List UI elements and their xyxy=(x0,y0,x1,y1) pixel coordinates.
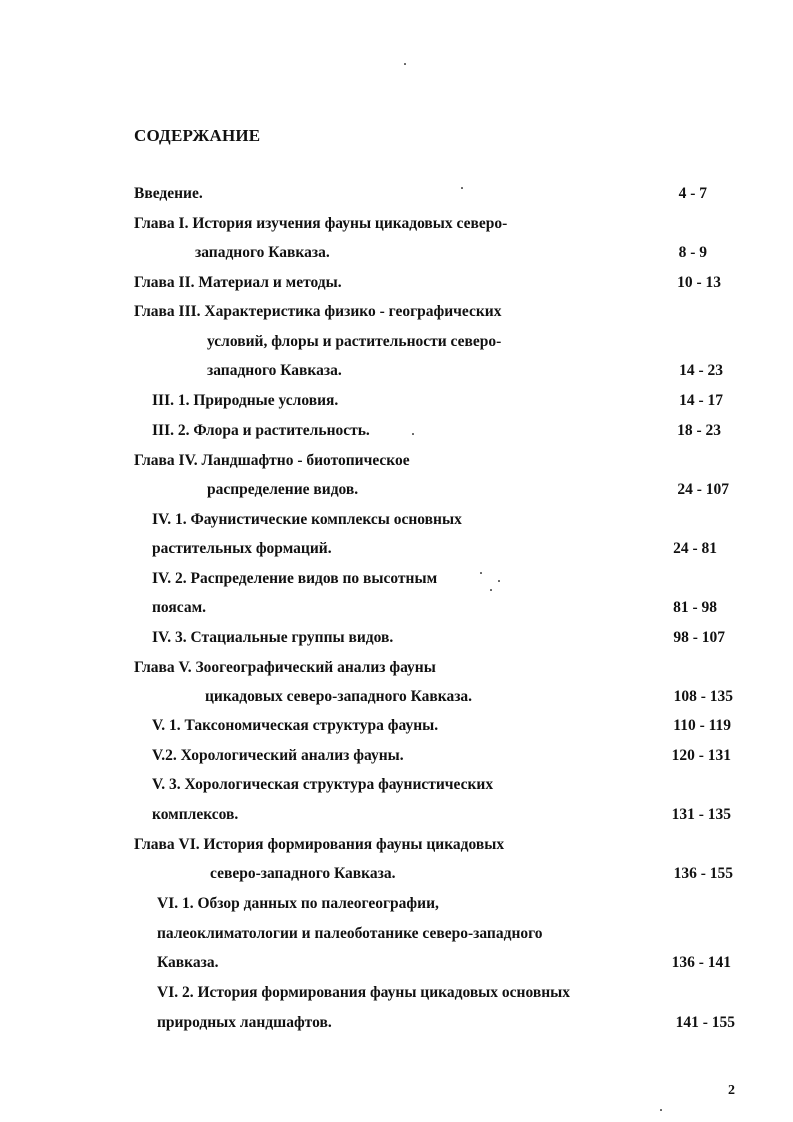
toc-entry-text: IV. 2. Распределение видов по высотным xyxy=(152,570,438,587)
toc-entry-pages: 10 - 13 xyxy=(677,274,721,291)
toc-entry-text: IV. 3. Стациальные группы видов. xyxy=(152,629,394,646)
toc-entry-pages: 98 - 107 xyxy=(673,629,725,646)
toc-entry-pages: 18 - 23 xyxy=(677,422,721,439)
toc-entry-text: III. 2. Флора и растительность. xyxy=(152,422,370,439)
toc-entry-text: палеоклиматологии и палеоботанике северо-западного xyxy=(157,925,543,942)
scan-speck xyxy=(404,63,406,65)
toc-entry-text: VI. 1. Обзор данных по палеогеографии, xyxy=(157,895,439,912)
toc-entry-text: VI. 2. История формирования фауны цикадовых основных xyxy=(157,984,570,1001)
toc-entry-text: Глава I. История изучения фауны цикадовых северо- xyxy=(134,215,508,232)
toc-entry-text: V.2. Хорологический анализ фауны. xyxy=(152,747,404,764)
scan-speck xyxy=(660,1109,662,1111)
toc-entry-pages: 4 - 7 xyxy=(678,185,707,202)
toc-entry-text: V. 1. Таксономическая структура фауны. xyxy=(152,717,439,734)
scan-speck xyxy=(412,433,414,435)
toc-entry-pages: 131 - 135 xyxy=(671,806,731,823)
toc-entry-pages: 14 - 17 xyxy=(679,392,723,409)
toc-entry-text: Глава II. Материал и методы. xyxy=(134,274,342,291)
toc-entry-pages: 141 - 155 xyxy=(675,1014,735,1031)
toc-entry-text: Кавказа. xyxy=(157,954,219,971)
toc-entry-text: растительных формаций. xyxy=(152,540,332,557)
toc-entry-pages: 136 - 141 xyxy=(671,954,731,971)
toc-entry-pages: 24 - 107 xyxy=(677,481,729,498)
toc-entry-text: Глава IV. Ландшафтно - биотопическое xyxy=(134,452,410,469)
page-title: СОДЕРЖАНИЕ xyxy=(134,126,261,145)
toc-entry-text: Глава V. Зоогеографический анализ фауны xyxy=(134,659,436,676)
toc-entry-text: природных ландшафтов. xyxy=(157,1014,332,1031)
scan-speck xyxy=(461,187,463,189)
toc-entry-text: поясам. xyxy=(152,599,207,616)
toc-entry-text: Глава VI. История формирования фауны цикадовых xyxy=(134,836,505,853)
page-number: 2 xyxy=(728,1083,735,1098)
toc-entry-pages: 24 - 81 xyxy=(673,540,717,557)
toc-entry-pages: 81 - 98 xyxy=(673,599,717,616)
toc-entry-pages: 120 - 131 xyxy=(671,747,731,764)
toc-entry-text: Глава III. Характеристика физико - географических xyxy=(134,303,502,320)
toc-entry-pages: 8 - 9 xyxy=(678,244,707,261)
toc-entry-text: цикадовых северо-западного Кавказа. xyxy=(205,688,473,705)
toc-entry-pages: 108 - 135 xyxy=(673,688,733,705)
scan-speck xyxy=(498,580,500,582)
toc-entry-text: северо-западного Кавказа. xyxy=(210,865,396,882)
toc-entry-text: IV. 1. Фаунистические комплексы основных xyxy=(152,511,462,528)
scan-speck xyxy=(480,572,482,574)
toc-entry-pages: 110 - 119 xyxy=(673,717,731,734)
toc-entry-text: западного Кавказа. xyxy=(195,244,330,261)
toc-entry-text: западного Кавказа. xyxy=(207,362,342,379)
toc-entry-text: Введение. xyxy=(134,185,203,202)
toc-entry-text: V. 3. Хорологическая структура фаунистических xyxy=(152,776,494,793)
toc-entry-text: условий, флоры и растительности северо- xyxy=(207,333,502,350)
toc-entry-text: комплексов. xyxy=(152,806,239,823)
toc-entry-pages: 136 - 155 xyxy=(673,865,733,882)
toc-entry-text: III. 1. Природные условия. xyxy=(152,392,339,409)
scan-speck xyxy=(490,589,492,591)
toc-entry-text: распределение видов. xyxy=(207,481,359,498)
toc-entry-pages: 14 - 23 xyxy=(679,362,723,379)
